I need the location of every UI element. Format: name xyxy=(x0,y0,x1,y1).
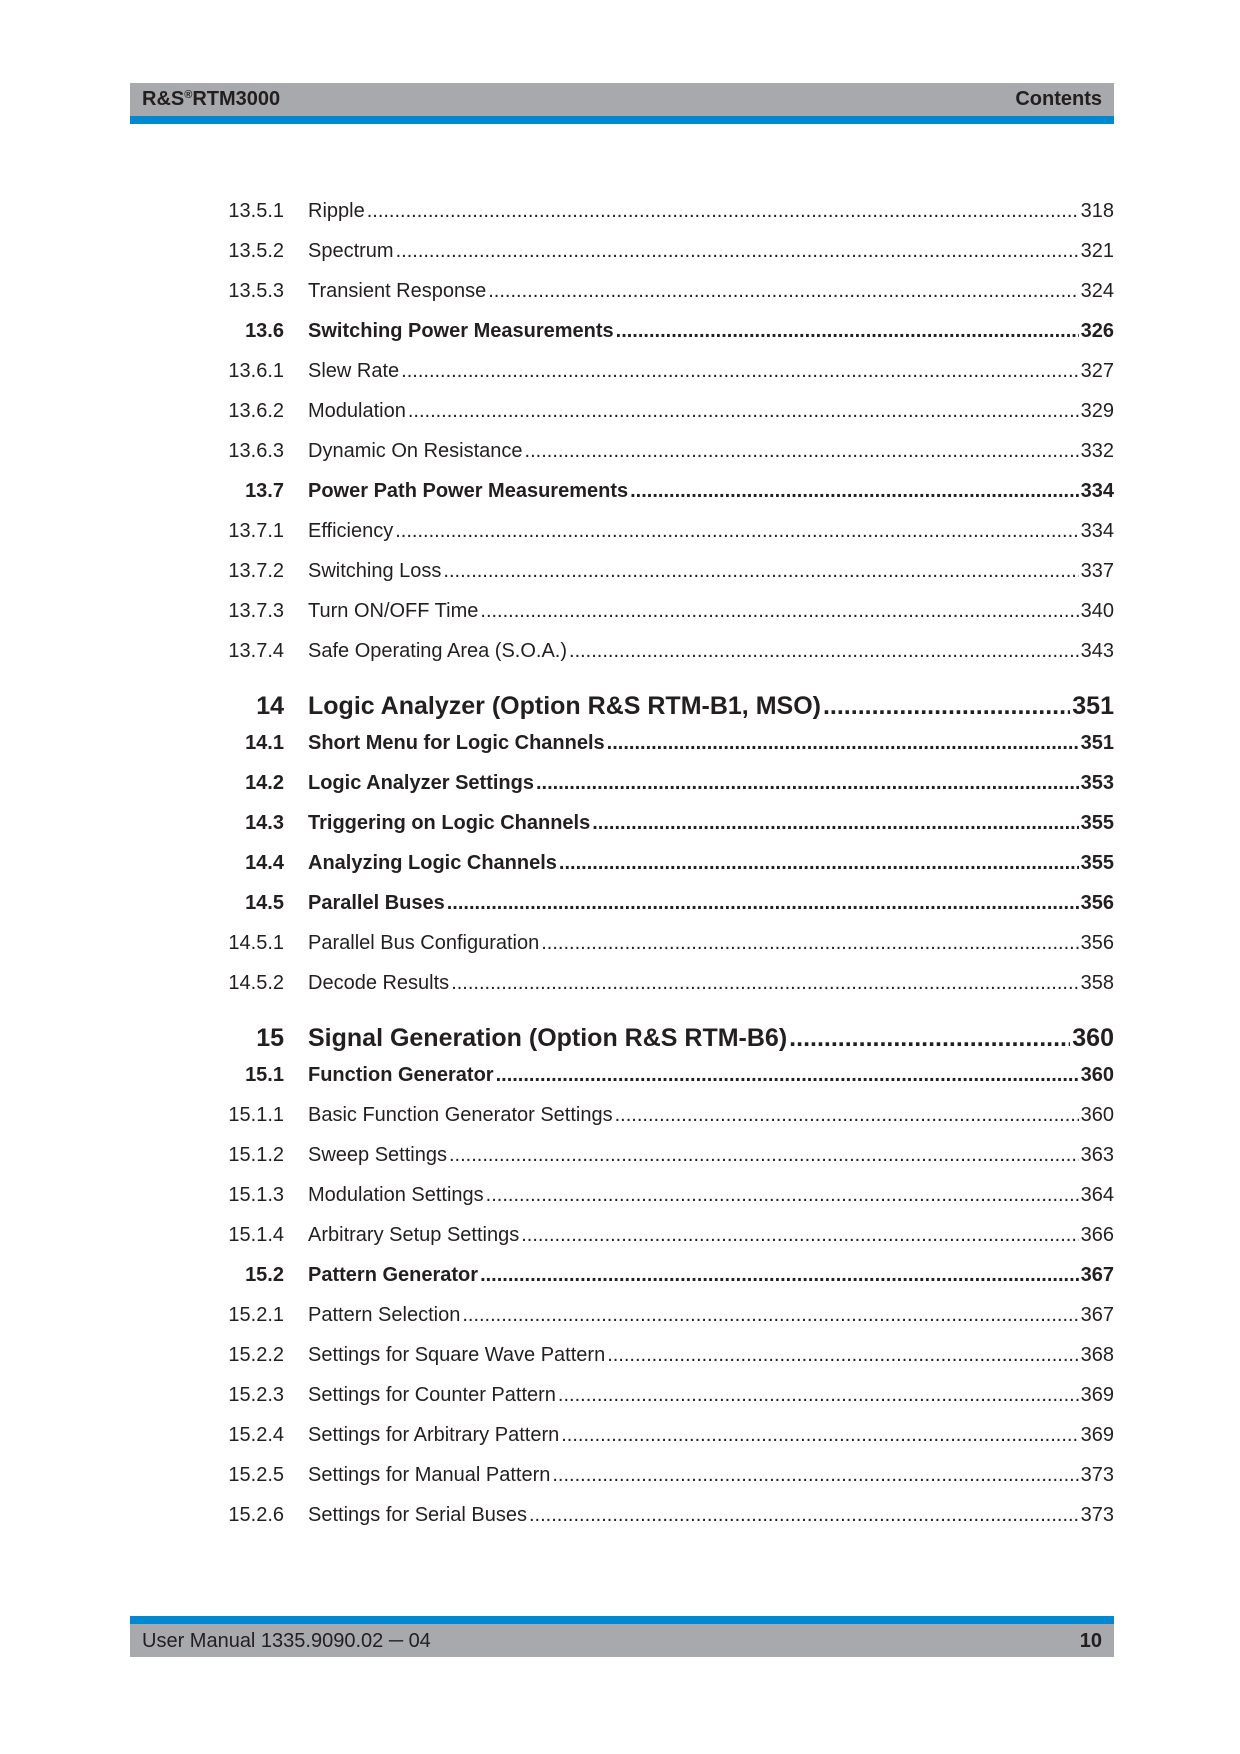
toc-entry-title[interactable]: Triggering on Logic Channels xyxy=(308,812,591,834)
footer-document-id: User Manual 1335.9090.02 ─ 04 xyxy=(142,1630,431,1652)
toc-entry-page[interactable]: 334 xyxy=(1080,520,1114,542)
toc-section-entry[interactable] xyxy=(130,480,1114,512)
toc-entry-title[interactable]: Short Menu for Logic Channels xyxy=(308,732,605,754)
toc-entry-page[interactable]: 369 xyxy=(1080,1384,1114,1406)
toc-dot-leader xyxy=(496,1064,1079,1087)
toc-entry-page[interactable]: 343 xyxy=(1080,640,1114,662)
toc-entry-title[interactable]: Modulation xyxy=(308,400,406,422)
page-header xyxy=(130,83,1114,124)
toc-dot-leader xyxy=(443,560,1078,583)
toc-subsection-entry[interactable] xyxy=(130,520,1114,552)
toc-section-entry[interactable] xyxy=(130,892,1114,924)
toc-dot-leader xyxy=(408,400,1079,423)
toc-subsection-entry[interactable] xyxy=(130,440,1114,472)
toc-subsection-entry[interactable] xyxy=(130,280,1114,312)
toc-entry-title[interactable]: Function Generator xyxy=(308,1064,494,1086)
toc-entry-title[interactable]: Pattern Selection xyxy=(308,1304,461,1326)
toc-entry-page[interactable]: 355 xyxy=(1080,852,1114,874)
toc-entry-number: 13.6.3 xyxy=(228,440,284,462)
toc-entry-title[interactable]: Sweep Settings xyxy=(308,1144,447,1166)
toc-entry-number: 15.2 xyxy=(245,1264,284,1286)
toc-entry-number: 15.2.2 xyxy=(228,1344,284,1366)
toc-entry-page[interactable]: 321 xyxy=(1080,240,1114,262)
toc-entry-page[interactable]: 326 xyxy=(1080,320,1114,342)
toc-entry-number: 15 xyxy=(256,1024,284,1052)
toc-entry-title[interactable]: Dynamic On Resistance xyxy=(308,440,523,462)
toc-entry-title[interactable]: Spectrum xyxy=(308,240,394,262)
toc-dot-leader xyxy=(541,932,1078,955)
toc-subsection-entry[interactable] xyxy=(130,1504,1114,1536)
toc-dot-leader xyxy=(615,1104,1079,1127)
toc-subsection-entry[interactable] xyxy=(130,240,1114,272)
toc-entry-number: 15.1.2 xyxy=(228,1144,284,1166)
toc-dot-leader xyxy=(480,1264,1079,1287)
toc-subsection-entry[interactable] xyxy=(130,1464,1114,1496)
toc-section-entry[interactable] xyxy=(130,1264,1114,1296)
toc-entry-title[interactable]: Analyzing Logic Channels xyxy=(308,852,557,874)
toc-entry-page[interactable]: 334 xyxy=(1080,480,1114,502)
toc-entry-title[interactable]: Modulation Settings xyxy=(308,1184,484,1206)
toc-chapter-entry[interactable] xyxy=(130,1024,1114,1056)
toc-subsection-entry[interactable] xyxy=(130,640,1114,672)
toc-dot-leader xyxy=(616,320,1079,343)
toc-entry-number: 13.7.2 xyxy=(228,560,284,582)
toc-entry-number: 15.2.4 xyxy=(228,1424,284,1446)
toc-entry-number: 15.1.4 xyxy=(228,1224,284,1246)
toc-entry-number: 14.1 xyxy=(245,732,284,754)
toc-section-entry[interactable] xyxy=(130,772,1114,804)
footer-page-number: 10 xyxy=(1079,1630,1102,1652)
toc-entry-title[interactable]: Settings for Square Wave Pattern xyxy=(308,1344,606,1366)
toc-dot-leader xyxy=(607,1344,1078,1367)
toc-entry-title[interactable]: Power Path Power Measurements xyxy=(308,480,629,502)
toc-entry-number: 13.5.1 xyxy=(228,200,284,222)
toc-entry-number: 13.6 xyxy=(245,320,284,342)
toc-dot-leader xyxy=(396,240,1079,263)
toc-chapter-entry[interactable] xyxy=(130,692,1114,724)
toc-entry-page[interactable]: 355 xyxy=(1080,812,1114,834)
toc-subsection-entry[interactable] xyxy=(130,360,1114,392)
toc-entry-title[interactable]: Basic Function Generator Settings xyxy=(308,1104,613,1126)
toc-entry-number: 13.6.1 xyxy=(228,360,284,382)
toc-subsection-entry[interactable] xyxy=(130,400,1114,432)
toc-entry-page[interactable]: 366 xyxy=(1080,1224,1114,1246)
toc-entry-page[interactable]: 368 xyxy=(1080,1344,1114,1366)
toc-dot-leader xyxy=(561,1424,1078,1447)
toc-entry-number: 15.2.5 xyxy=(228,1464,284,1486)
toc-entry-number: 13.5.3 xyxy=(228,280,284,302)
toc-entry-title[interactable]: Arbitrary Setup Settings xyxy=(308,1224,520,1246)
toc-dot-leader xyxy=(823,692,1070,721)
header-product: R&S®RTM3000 xyxy=(142,88,281,110)
toc-entry-page[interactable]: 332 xyxy=(1080,440,1114,462)
toc-dot-leader xyxy=(449,1144,1079,1167)
toc-section-entry[interactable] xyxy=(130,852,1114,884)
toc-entry-page[interactable]: 373 xyxy=(1080,1504,1114,1526)
toc-entry-number: 14 xyxy=(256,692,284,720)
toc-subsection-entry[interactable] xyxy=(130,1344,1114,1376)
toc-dot-leader xyxy=(395,520,1078,543)
toc-entry-title[interactable]: Safe Operating Area (S.O.A.) xyxy=(308,640,568,662)
toc-entry-number: 13.5.2 xyxy=(228,240,284,262)
toc-entry-title[interactable]: Pattern Generator xyxy=(308,1264,479,1286)
toc-entry-number: 15.2.3 xyxy=(228,1384,284,1406)
toc-dot-leader xyxy=(451,972,1078,995)
toc-dot-leader xyxy=(462,1304,1078,1327)
toc-entry-number: 13.7.3 xyxy=(228,600,284,622)
toc-entry-number: 13.6.2 xyxy=(228,400,284,422)
toc-entry-number: 13.7 xyxy=(245,480,284,502)
toc-entry-page[interactable]: 329 xyxy=(1080,400,1114,422)
toc-entry-title[interactable]: Slew Rate xyxy=(308,360,400,382)
toc-dot-leader xyxy=(558,1384,1079,1407)
toc-subsection-entry[interactable] xyxy=(130,560,1114,592)
toc-entry-page[interactable]: 351 xyxy=(1072,692,1114,720)
toc-subsection-entry[interactable] xyxy=(130,600,1114,632)
header-section: Contents xyxy=(1015,88,1102,110)
toc-entry-title[interactable]: Settings for Arbitrary Pattern xyxy=(308,1424,560,1446)
toc-entry-page[interactable]: 367 xyxy=(1080,1264,1114,1286)
toc-entry-page[interactable]: 360 xyxy=(1080,1104,1114,1126)
toc-entry-number: 14.2 xyxy=(245,772,284,794)
toc-section-entry[interactable] xyxy=(130,320,1114,352)
toc-entry-title[interactable]: Turn ON/OFF Time xyxy=(308,600,479,622)
toc-dot-leader xyxy=(447,892,1079,915)
toc-dot-leader xyxy=(569,640,1079,663)
toc-entry-page[interactable]: 363 xyxy=(1080,1144,1114,1166)
toc-dot-leader xyxy=(536,772,1079,795)
toc-subsection-entry[interactable] xyxy=(130,1104,1114,1136)
toc-entry-title[interactable]: Parallel Bus Configuration xyxy=(308,932,540,954)
toc-entry-page[interactable]: 356 xyxy=(1080,932,1114,954)
toc-dot-leader xyxy=(559,852,1079,875)
toc-dot-leader xyxy=(789,1024,1070,1053)
toc-dot-leader xyxy=(521,1224,1078,1247)
toc-entry-page[interactable]: 360 xyxy=(1072,1024,1114,1052)
toc-subsection-entry[interactable] xyxy=(130,1304,1114,1336)
toc-subsection-entry[interactable] xyxy=(130,932,1114,964)
toc-entry-page[interactable]: 324 xyxy=(1080,280,1114,302)
toc-entry-page[interactable]: 340 xyxy=(1080,600,1114,622)
page-footer xyxy=(130,1616,1114,1657)
toc-entry-title[interactable]: Ripple xyxy=(308,200,365,222)
toc-dot-leader xyxy=(401,360,1078,383)
toc-entry-page[interactable]: 318 xyxy=(1080,200,1114,222)
toc-entry-title[interactable]: Efficiency xyxy=(308,520,394,542)
toc-entry-page[interactable]: 373 xyxy=(1080,1464,1114,1486)
toc-entry-page[interactable]: 360 xyxy=(1080,1064,1114,1086)
toc-entry-number: 15.1 xyxy=(245,1064,284,1086)
toc-section-entry[interactable] xyxy=(130,812,1114,844)
toc-section-entry[interactable] xyxy=(130,732,1114,764)
toc-subsection-entry[interactable] xyxy=(130,200,1114,232)
toc-dot-leader xyxy=(367,200,1079,223)
toc-subsection-entry[interactable] xyxy=(130,1424,1114,1456)
toc-entry-title[interactable]: Logic Analyzer Settings xyxy=(308,772,534,794)
toc-entry-title[interactable]: Decode Results xyxy=(308,972,450,994)
toc-dot-leader xyxy=(529,1504,1079,1527)
toc-entry-number: 15.2.6 xyxy=(228,1504,284,1526)
toc-entry-page[interactable]: 364 xyxy=(1080,1184,1114,1206)
toc-entry-title[interactable]: Settings for Counter Pattern xyxy=(308,1384,556,1406)
toc-subsection-entry[interactable] xyxy=(130,1384,1114,1416)
toc-dot-leader xyxy=(488,280,1078,303)
toc-dot-leader xyxy=(607,732,1079,755)
toc-entry-page[interactable]: 353 xyxy=(1080,772,1114,794)
toc-entry-title[interactable]: Signal Generation (Option R&S RTM-B6) xyxy=(308,1024,788,1052)
toc-entry-page[interactable]: 367 xyxy=(1080,1304,1114,1326)
toc-entry-title[interactable]: Switching Power Measurements xyxy=(308,320,614,342)
toc-entry-title[interactable]: Parallel Buses xyxy=(308,892,445,914)
toc-entry-number: 15.1.1 xyxy=(228,1104,284,1126)
toc-dot-leader xyxy=(486,1184,1079,1207)
toc-entry-page[interactable]: 351 xyxy=(1080,732,1114,754)
toc-entry-page[interactable]: 369 xyxy=(1080,1424,1114,1446)
toc-dot-leader xyxy=(592,812,1078,835)
toc-entry-title[interactable]: Switching Loss xyxy=(308,560,442,582)
toc-entry-number: 14.5.2 xyxy=(228,972,284,994)
toc-dot-leader xyxy=(630,480,1079,503)
toc-entry-title[interactable]: Logic Analyzer (Option R&S RTM-B1, MSO) xyxy=(308,692,821,720)
toc-entry-number: 13.7.1 xyxy=(228,520,284,542)
toc-subsection-entry[interactable] xyxy=(130,1224,1114,1256)
toc-entry-page[interactable]: 327 xyxy=(1080,360,1114,382)
toc-entry-page[interactable]: 337 xyxy=(1080,560,1114,582)
toc-entry-number: 14.5 xyxy=(245,892,284,914)
toc-entry-number: 15.2.1 xyxy=(228,1304,284,1326)
toc-dot-leader xyxy=(480,600,1078,623)
toc-entry-number: 15.1.3 xyxy=(228,1184,284,1206)
toc-entry-number: 14.3 xyxy=(245,812,284,834)
toc-section-entry[interactable] xyxy=(130,1064,1114,1096)
toc-dot-leader xyxy=(525,440,1079,463)
toc-entry-number: 14.5.1 xyxy=(228,932,284,954)
toc-entry-number: 13.7.4 xyxy=(228,640,284,662)
toc-entry-number: 14.4 xyxy=(245,852,284,874)
toc-entry-title[interactable]: Transient Response xyxy=(308,280,487,302)
toc-entry-page[interactable]: 358 xyxy=(1080,972,1114,994)
toc-subsection-entry[interactable] xyxy=(130,1184,1114,1216)
toc-subsection-entry[interactable] xyxy=(130,1144,1114,1176)
toc-entry-title[interactable]: Settings for Manual Pattern xyxy=(308,1464,551,1486)
toc-subsection-entry[interactable] xyxy=(130,972,1114,1004)
toc-dot-leader xyxy=(552,1464,1078,1487)
toc-entry-title[interactable]: Settings for Serial Buses xyxy=(308,1504,527,1526)
toc-entry-page[interactable]: 356 xyxy=(1080,892,1114,914)
